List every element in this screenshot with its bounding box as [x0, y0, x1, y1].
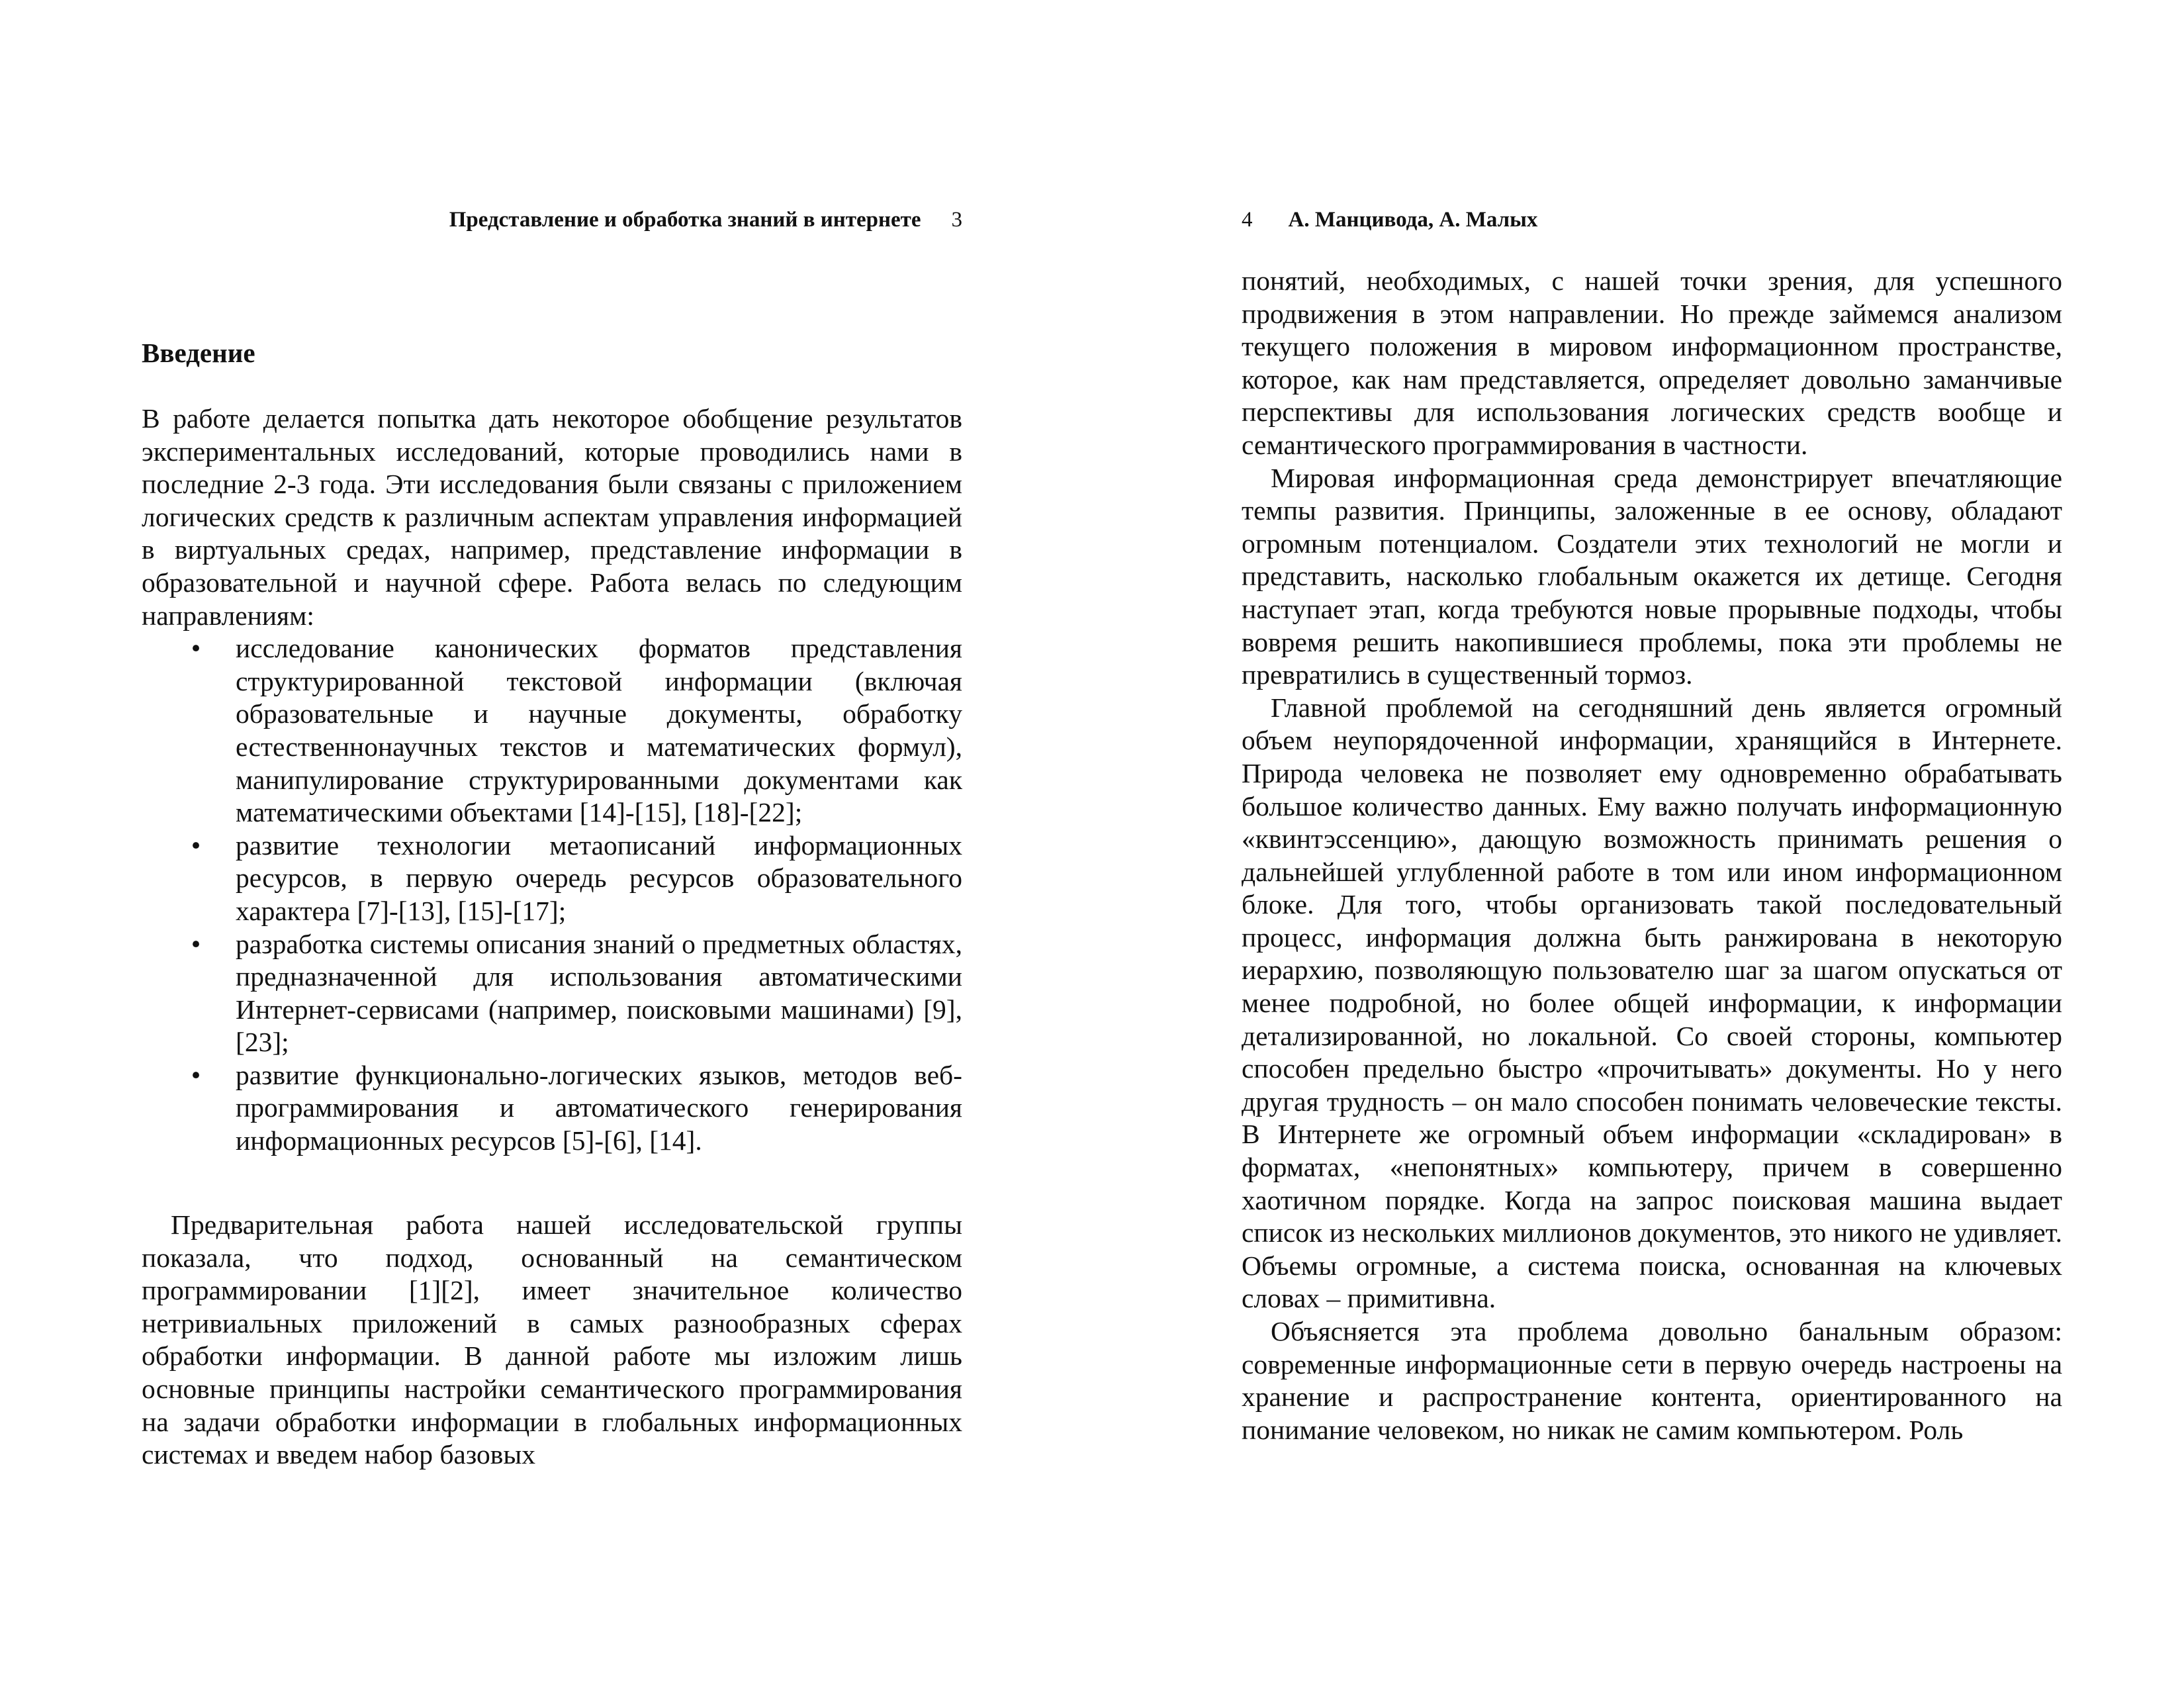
closing-paragraph: Предварительная работа нашей исследовательской группы показала, что подход, основанный на семантическом программировании [1][2], имеет значительное количество нетривиальных приложений в самых разнообразных сферах обработки информации. В данной работе мы изложим лишь основные принципы настройки семантического программирования на задачи обработки информации в глобальных информационных системах и введем набор базовых — [142, 1209, 962, 1470]
right-body-block — [1242, 265, 2062, 1446]
right-running-head — [1242, 204, 2062, 236]
intro-paragraph: В работе делается попытка дать некоторое обобщение результатов экспериментальных исследований, которые проводились нами в последние 2-3 года. Эти исследования были связаны с приложением логических средств к различным аспектам управления информацией в виртуальных средах, например, представление информации в образовательной и научной сфере. Работа велась по следующим направлениям: — [142, 403, 962, 631]
bullet-item — [191, 928, 962, 1059]
bullet-icon: • — [191, 633, 201, 664]
left-running-head-title: Представление и обработка знаний в интернете — [449, 208, 921, 232]
body-paragraph: понятий, необходимых, с нашей точки зрения, для успешного продвижения в этом направлении. Но прежде займемся анализом текущего положения в мировом информационном пространстве, которое, как нам представляется, определяет довольно заманчивые перспективы для использования логических средств вообще и семантического программирования в частности. — [1242, 265, 2062, 460]
body-paragraph: Главной проблемой на сегодняшний день является огромный объем неупорядоченной информации, хранящийся в Интернете. Природа человека не позволяет ему одновременно обрабатывать большое количество данных. Ему важно получать информационную «квинтэссенцию», дающую возможность принимать решения о дальнейшей углубленной работе в том или ином информационном блоке. Для того, чтобы организовать такой последовательный процесс, информация должна быть ранжирована в некоторую иерархию, позволяющую пользователю шаг за шагом опускаться от менее подробной, но более общей информации, к информации детализированной, но локальной. Со своей стороны, компьютер способен предельно быстро «прочитывать» документы. Но у него другая трудность – он мало способен понимать человеческие тексты. В Интернете же огромный объем информации «складирован» в форматах, «непонятных» компьютеру, причем в совершенно хаотичном порядке. Когда на запрос поисковая машина выдает список из нескольких миллионов документов, это никого не удивляет. Объемы огромные, а система поиска, основанная на ключевых словах – примитивна. — [1242, 692, 2062, 1314]
bullet-item — [191, 632, 962, 829]
left-running-head — [142, 204, 962, 236]
bullet-icon: • — [191, 928, 201, 959]
body-paragraph: Мировая информационная среда демонстрирует впечатляющие темпы развития. Принципы, заложенные в ее основу, обладают огромным потенциалом. Создатели этих технологий не могли и представить, насколько глобальным окажется их детище. Сегодня наступает этап, когда требуются новые прорывные подходы, чтобы вовремя решить накопившиеся проблемы, пока эти проблемы не превратились в существенный тормоз. — [1242, 462, 2062, 690]
bullet-item-text: разработка системы описания знаний о предметных областях, предназначенной для использования автоматическими Интернет-сервисами (например, поисковыми машинами) [9], [23]; — [236, 928, 962, 1058]
bullet-icon: • — [191, 829, 201, 861]
body-paragraph: Объясняется эта проблема довольно банальным образом: современные информационные сети в первую очередь настроены на хранение и распространение контента, ориентированного на понимание человеком, но никак не самим компьютером. Роль — [1242, 1316, 2062, 1445]
left-intro-block — [142, 402, 962, 1158]
left-page-number: 3 — [951, 208, 962, 232]
left-closing-block — [142, 1209, 962, 1472]
directions-bullet-list — [142, 632, 962, 1158]
right-running-head-authors: А. Манцивода, А. Малых — [1288, 208, 1538, 232]
bullet-item-text: исследование канонических форматов представления структурированной текстовой информации (включая образовательные и научные документы, обработку естественнонаучных текстов и математических формул), манипулирование структурированными документами как математическими объектами [14]-[15], [18]-[22]; — [236, 633, 962, 828]
right-page-number: 4 — [1242, 208, 1253, 232]
bullet-item-text: развитие функционально-логических языков, методов веб-программирования и автоматического генерирования информационных ресурсов [5]-[6], [14]. — [236, 1059, 962, 1156]
bullet-item — [191, 1059, 962, 1158]
section-heading-introduction: Введение — [142, 338, 255, 368]
bullet-item-text: развитие технологии метаописаний информационных ресурсов, в первую очередь ресурсов образовательного характера [7]-[13], [15]-[17]; — [236, 829, 962, 926]
bullet-icon: • — [191, 1059, 201, 1090]
bullet-item — [191, 829, 962, 928]
